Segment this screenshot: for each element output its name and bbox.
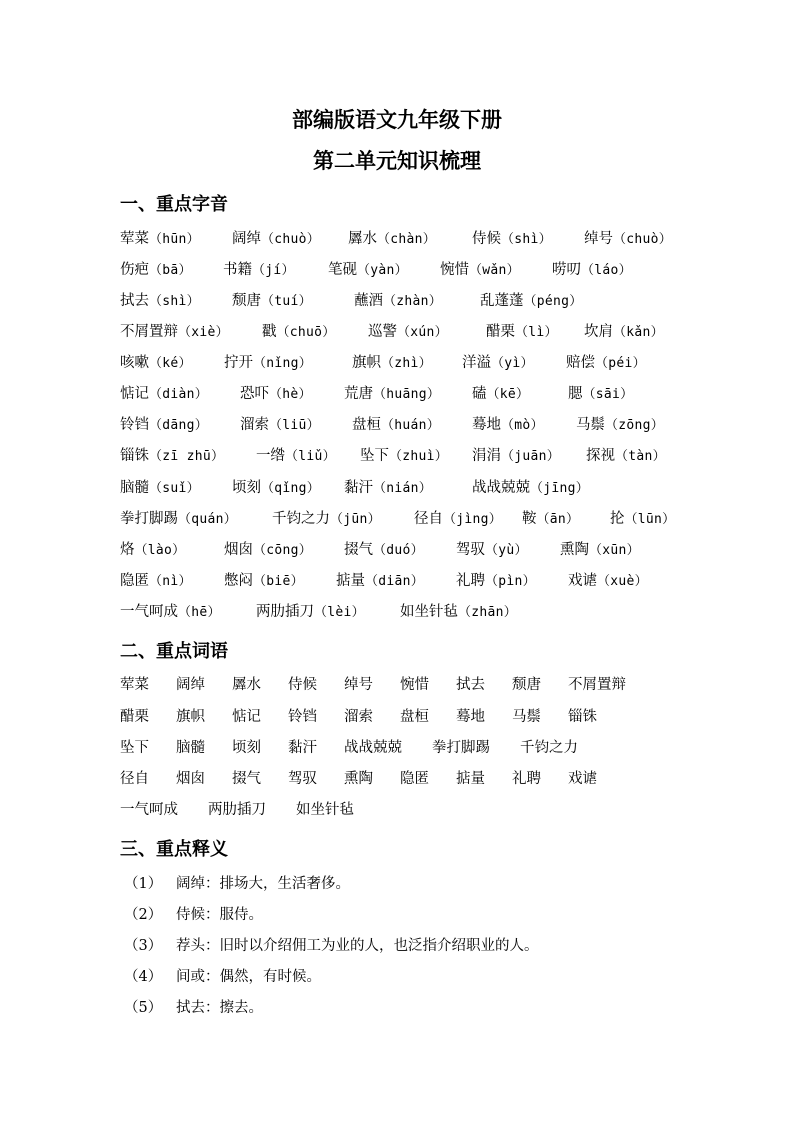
definition-text: 间或：偶然，有时候。 bbox=[176, 969, 321, 985]
word-text: 如坐针毡 bbox=[400, 604, 458, 620]
pronunciation-item bbox=[610, 507, 675, 528]
pronunciation-item bbox=[256, 600, 365, 621]
word-text: 戏谑 bbox=[568, 573, 597, 589]
vocabulary-word: 戏谑 bbox=[568, 771, 597, 787]
pinyin-text: （yì） bbox=[491, 356, 534, 371]
definition-number: （1） bbox=[124, 876, 163, 892]
word-text: 烟囱 bbox=[224, 542, 253, 558]
pronunciation-row bbox=[120, 382, 760, 404]
word-text: 拭去 bbox=[120, 293, 149, 309]
definition-item bbox=[124, 903, 263, 924]
vocabulary-word: 盘桓 bbox=[400, 709, 429, 725]
document-title: 部编版语文九年级下册 bbox=[292, 107, 502, 132]
pinyin-text: （zhì） bbox=[381, 356, 432, 371]
vocabulary-word: 铃铛 bbox=[288, 709, 317, 725]
pronunciation-item bbox=[462, 351, 534, 372]
pinyin-text: （chuò） bbox=[613, 232, 673, 247]
pronunciation-item bbox=[120, 444, 224, 465]
pinyin-text: （zī zhū） bbox=[149, 449, 225, 464]
word-text: 拳打脚踢 bbox=[120, 511, 178, 527]
word-text: 绰号 bbox=[584, 231, 613, 247]
section-heading-definitions: 三、重点释义 bbox=[120, 839, 228, 860]
pinyin-text: （ké） bbox=[149, 356, 192, 371]
pronunciation-item bbox=[120, 351, 192, 372]
vocabulary-row bbox=[120, 767, 760, 789]
word-text: 荤菜 bbox=[120, 231, 149, 247]
pinyin-text: （lào） bbox=[134, 543, 186, 558]
word-text: 拧开 bbox=[224, 355, 253, 371]
pinyin-text: （yàn） bbox=[357, 263, 408, 278]
vocabulary-word: 掂量 bbox=[456, 771, 485, 787]
pinyin-text: （xuè） bbox=[597, 574, 648, 589]
pinyin-text: （pìn） bbox=[485, 574, 536, 589]
word-text: 径自 bbox=[414, 511, 443, 527]
vocabulary-word: 坠下 bbox=[120, 740, 149, 756]
word-text: 伤疤 bbox=[120, 262, 149, 278]
pinyin-text: （liū） bbox=[269, 418, 320, 433]
word-text: 黏汗 bbox=[344, 480, 373, 496]
word-text: 巡警 bbox=[368, 324, 397, 340]
pinyin-text: （hūn） bbox=[149, 232, 200, 247]
pronunciation-item bbox=[262, 320, 336, 341]
pinyin-text: （mò） bbox=[501, 418, 544, 433]
pronunciation-row bbox=[120, 227, 760, 249]
pinyin-text: （sāi） bbox=[582, 387, 634, 402]
section-heading-pronunciation: 一、重点字音 bbox=[120, 194, 228, 215]
vocabulary-word: 战战兢兢 bbox=[344, 740, 402, 756]
pinyin-text: （lūn） bbox=[624, 512, 676, 527]
vocabulary-row bbox=[120, 798, 760, 820]
pronunciation-item bbox=[232, 289, 312, 310]
pinyin-text: （huāng） bbox=[373, 387, 441, 402]
pronunciation-item bbox=[344, 538, 424, 559]
pinyin-text: （biē） bbox=[253, 574, 304, 589]
pinyin-text: （nǐng） bbox=[253, 356, 313, 371]
definition-item bbox=[124, 872, 350, 893]
pronunciation-item bbox=[344, 476, 432, 497]
word-text: 烙 bbox=[120, 542, 135, 558]
pronunciation-row bbox=[120, 413, 760, 435]
pinyin-text: （zhuì） bbox=[389, 449, 449, 464]
pronunciation-row bbox=[120, 538, 760, 560]
pronunciation-item bbox=[120, 569, 192, 590]
vocabulary-word: 千钧之力 bbox=[520, 740, 578, 756]
pronunciation-item bbox=[120, 538, 185, 559]
vocabulary-word: 羼水 bbox=[232, 677, 261, 693]
vocabulary-word: 蓦地 bbox=[456, 709, 485, 725]
pronunciation-item bbox=[120, 507, 237, 528]
word-text: 熏陶 bbox=[560, 542, 589, 558]
pinyin-text: （jīng） bbox=[530, 481, 590, 496]
vocabulary-word: 礼聘 bbox=[512, 771, 541, 787]
pronunciation-item bbox=[336, 569, 424, 590]
pinyin-text: （xiè） bbox=[178, 325, 229, 340]
pronunciation-item bbox=[223, 258, 295, 279]
pinyin-text: （liǔ） bbox=[285, 449, 336, 464]
word-text: 阔绰 bbox=[232, 231, 261, 247]
pronunciation-item bbox=[256, 444, 336, 465]
pronunciation-item bbox=[456, 538, 528, 559]
definition-text: 荐头：旧时以介绍佣工为业的人，也泛指介绍职业的人。 bbox=[176, 938, 539, 954]
word-text: 隐匿 bbox=[120, 573, 149, 589]
pinyin-text: （zhàn） bbox=[383, 294, 443, 309]
vocabulary-word: 绰号 bbox=[344, 677, 373, 693]
pinyin-text: （chàn） bbox=[377, 232, 437, 247]
vocabulary-word: 不屑置辩 bbox=[568, 677, 626, 693]
word-text: 乱蓬蓬 bbox=[480, 293, 524, 309]
pronunciation-item bbox=[328, 258, 408, 279]
definition-text: 阔绰：排场大，生活奢侈。 bbox=[176, 876, 350, 892]
word-text: 洋溢 bbox=[462, 355, 491, 371]
pronunciation-item bbox=[368, 320, 448, 341]
word-text: 蘸酒 bbox=[354, 293, 383, 309]
vocabulary-word: 侍候 bbox=[288, 677, 317, 693]
definition-item bbox=[124, 934, 539, 955]
definition-text: 拭去：擦去。 bbox=[176, 1000, 263, 1016]
word-text: 铃铛 bbox=[120, 417, 149, 433]
pronunciation-item bbox=[472, 227, 552, 248]
pronunciation-item bbox=[348, 227, 436, 248]
word-text: 坎肩 bbox=[584, 324, 613, 340]
word-text: 盘桓 bbox=[352, 417, 381, 433]
section-heading-vocabulary: 二、重点词语 bbox=[120, 641, 228, 662]
pinyin-text: （huán） bbox=[381, 418, 441, 433]
pronunciation-item bbox=[352, 413, 440, 434]
pinyin-text: （kǎn） bbox=[613, 325, 664, 340]
word-text: 一绺 bbox=[256, 448, 285, 464]
pinyin-text: （kē） bbox=[486, 387, 530, 402]
pronunciation-item bbox=[352, 351, 432, 372]
word-text: 探视 bbox=[586, 448, 615, 464]
word-text: 唠叨 bbox=[552, 262, 581, 278]
pronunciation-item bbox=[120, 227, 200, 248]
pinyin-text: （jìng） bbox=[443, 512, 503, 527]
vocabulary-row bbox=[120, 673, 760, 695]
pinyin-text: （jūn） bbox=[330, 512, 381, 527]
pronunciation-item bbox=[472, 444, 560, 465]
pinyin-text: （nì） bbox=[149, 574, 192, 589]
pronunciation-item bbox=[240, 382, 312, 403]
pronunciation-item bbox=[120, 320, 229, 341]
pronunciation-item bbox=[232, 227, 320, 248]
vocabulary-word: 醋栗 bbox=[120, 709, 149, 725]
vocabulary-word: 熏陶 bbox=[344, 771, 373, 787]
pronunciation-row bbox=[120, 507, 760, 529]
pronunciation-row bbox=[120, 569, 760, 591]
pinyin-text: （tuí） bbox=[261, 294, 312, 309]
pinyin-text: （suǐ） bbox=[149, 481, 200, 496]
word-text: 磕 bbox=[472, 386, 487, 402]
pronunciation-item bbox=[224, 538, 312, 559]
pinyin-text: （chuō） bbox=[276, 325, 336, 340]
pronunciation-item bbox=[120, 476, 200, 497]
vocabulary-word: 马鬃 bbox=[512, 709, 541, 725]
word-text: 两肋插刀 bbox=[256, 604, 314, 620]
document-subtitle: 第二单元知识梳理 bbox=[313, 148, 481, 173]
vocabulary-word: 惋惜 bbox=[400, 677, 429, 693]
word-text: 咳嗽 bbox=[120, 355, 149, 371]
pinyin-text: （hē） bbox=[178, 605, 221, 620]
word-text: 顷刻 bbox=[232, 480, 261, 496]
pinyin-text: （dāng） bbox=[149, 418, 209, 433]
pronunciation-item bbox=[552, 258, 632, 279]
vocabulary-word: 脑髓 bbox=[176, 740, 205, 756]
pinyin-text: （wǎn） bbox=[469, 263, 520, 278]
pronunciation-item bbox=[360, 444, 448, 465]
word-text: 鞍 bbox=[522, 511, 537, 527]
vocabulary-word: 烟囱 bbox=[176, 771, 205, 787]
definition-item bbox=[124, 996, 263, 1017]
pronunciation-item bbox=[560, 538, 640, 559]
pronunciation-item bbox=[224, 569, 304, 590]
vocabulary-word: 旗帜 bbox=[176, 709, 205, 725]
pinyin-text: （xún） bbox=[397, 325, 448, 340]
pronunciation-item bbox=[480, 289, 583, 310]
pronunciation-item bbox=[120, 258, 192, 279]
pronunciation-item bbox=[120, 289, 200, 310]
vocabulary-word: 掇气 bbox=[232, 771, 261, 787]
vocabulary-word: 拭去 bbox=[456, 677, 485, 693]
pronunciation-item bbox=[456, 569, 536, 590]
word-text: 颓唐 bbox=[232, 293, 261, 309]
pinyin-text: （xūn） bbox=[589, 543, 640, 558]
word-text: 笔砚 bbox=[328, 262, 357, 278]
word-text: 赔偿 bbox=[566, 355, 595, 371]
vocabulary-word: 拳打脚踢 bbox=[432, 740, 490, 756]
vocabulary-word: 径自 bbox=[120, 771, 149, 787]
word-text: 一气呵成 bbox=[120, 604, 178, 620]
pinyin-text: （bā） bbox=[149, 263, 192, 278]
pronunciation-item bbox=[472, 476, 589, 497]
pinyin-text: （ān） bbox=[536, 512, 580, 527]
vocabulary-word: 黏汗 bbox=[288, 740, 317, 756]
pronunciation-item bbox=[232, 476, 320, 497]
word-text: 侍候 bbox=[472, 231, 501, 247]
word-text: 千钧之力 bbox=[272, 511, 330, 527]
pronunciation-row bbox=[120, 289, 760, 311]
pronunciation-row bbox=[120, 320, 760, 342]
pinyin-text: （lì） bbox=[515, 325, 558, 340]
pronunciation-item bbox=[472, 382, 529, 403]
pronunciation-row bbox=[120, 258, 760, 280]
word-text: 戳 bbox=[262, 324, 277, 340]
pinyin-text: （jí） bbox=[252, 263, 295, 278]
pinyin-text: （péng） bbox=[523, 294, 583, 309]
vocabulary-row bbox=[120, 705, 760, 727]
vocabulary-word: 惦记 bbox=[232, 709, 261, 725]
pronunciation-row bbox=[120, 600, 760, 622]
pronunciation-item bbox=[486, 320, 558, 341]
vocabulary-word: 溜索 bbox=[344, 709, 373, 725]
word-text: 驾驭 bbox=[456, 542, 485, 558]
pronunciation-item bbox=[120, 413, 208, 434]
definition-number: （5） bbox=[124, 1000, 163, 1016]
word-text: 马鬃 bbox=[576, 417, 605, 433]
pronunciation-row bbox=[120, 444, 760, 466]
pronunciation-row bbox=[120, 476, 760, 498]
pronunciation-item bbox=[272, 507, 381, 528]
vocabulary-word: 隐匿 bbox=[400, 771, 429, 787]
vocabulary-word: 一气呵成 bbox=[120, 802, 178, 818]
word-text: 荒唐 bbox=[344, 386, 373, 402]
pinyin-text: （duó） bbox=[373, 543, 424, 558]
pronunciation-item bbox=[576, 413, 664, 434]
pronunciation-item bbox=[120, 600, 221, 621]
pinyin-text: （hè） bbox=[269, 387, 312, 402]
word-text: 抡 bbox=[610, 511, 625, 527]
word-text: 溜索 bbox=[240, 417, 269, 433]
word-text: 醋栗 bbox=[486, 324, 515, 340]
word-text: 蓦地 bbox=[472, 417, 501, 433]
word-text: 憋闷 bbox=[224, 573, 253, 589]
pronunciation-item bbox=[400, 600, 517, 621]
pronunciation-item bbox=[584, 227, 672, 248]
pinyin-text: （diān） bbox=[365, 574, 425, 589]
word-text: 脑髓 bbox=[120, 480, 149, 496]
word-text: 惦记 bbox=[120, 386, 149, 402]
word-text: 掂量 bbox=[336, 573, 365, 589]
pinyin-text: （chuò） bbox=[261, 232, 321, 247]
pinyin-text: （shì） bbox=[501, 232, 552, 247]
word-text: 恐吓 bbox=[240, 386, 269, 402]
pronunciation-item bbox=[568, 569, 648, 590]
vocabulary-word: 顷刻 bbox=[232, 740, 261, 756]
vocabulary-word: 锱铢 bbox=[568, 709, 597, 725]
pronunciation-item bbox=[522, 507, 579, 528]
vocabulary-word: 如坐针毡 bbox=[296, 802, 354, 818]
pinyin-text: （lèi） bbox=[314, 605, 365, 620]
pinyin-text: （zhān） bbox=[458, 605, 518, 620]
pinyin-text: （láo） bbox=[581, 263, 632, 278]
pinyin-text: （tàn） bbox=[615, 449, 666, 464]
pronunciation-item bbox=[440, 258, 520, 279]
pronunciation-item bbox=[354, 289, 442, 310]
pronunciation-item bbox=[566, 351, 646, 372]
pinyin-text: （juān） bbox=[501, 449, 561, 464]
pinyin-text: （yù） bbox=[485, 543, 528, 558]
word-text: 涓涓 bbox=[472, 448, 501, 464]
word-text: 书籍 bbox=[223, 262, 252, 278]
definition-item bbox=[124, 965, 321, 986]
word-text: 坠下 bbox=[360, 448, 389, 464]
pronunciation-item bbox=[584, 320, 664, 341]
pronunciation-item bbox=[224, 351, 312, 372]
word-text: 掇气 bbox=[344, 542, 373, 558]
pinyin-text: （cōng） bbox=[253, 543, 313, 558]
pinyin-text: （péi） bbox=[595, 356, 646, 371]
pronunciation-item bbox=[344, 382, 440, 403]
pinyin-text: （nián） bbox=[373, 481, 433, 496]
pinyin-text: （qǐng） bbox=[261, 481, 321, 496]
vocabulary-word: 荤菜 bbox=[120, 677, 149, 693]
vocabulary-word: 颓唐 bbox=[512, 677, 541, 693]
pinyin-text: （zōng） bbox=[605, 418, 665, 433]
word-text: 不屑置辩 bbox=[120, 324, 178, 340]
definition-number: （4） bbox=[124, 969, 163, 985]
definition-number: （3） bbox=[124, 938, 163, 954]
pinyin-text: （diàn） bbox=[149, 387, 209, 402]
definition-text: 侍候：服侍。 bbox=[176, 907, 263, 923]
pinyin-text: （shì） bbox=[149, 294, 200, 309]
pronunciation-item bbox=[586, 444, 666, 465]
word-text: 战战兢兢 bbox=[472, 480, 530, 496]
vocabulary-word: 阔绰 bbox=[176, 677, 205, 693]
word-text: 惋惜 bbox=[440, 262, 469, 278]
word-text: 旗帜 bbox=[352, 355, 381, 371]
definition-number: （2） bbox=[124, 907, 163, 923]
pronunciation-item bbox=[120, 382, 208, 403]
word-text: 腮 bbox=[568, 386, 583, 402]
pronunciation-item bbox=[472, 413, 544, 434]
pronunciation-item bbox=[568, 382, 633, 403]
pronunciation-row bbox=[120, 351, 760, 373]
word-text: 礼聘 bbox=[456, 573, 485, 589]
word-text: 锱铢 bbox=[120, 448, 149, 464]
pronunciation-item bbox=[414, 507, 502, 528]
pinyin-text: （quán） bbox=[178, 512, 238, 527]
word-text: 羼水 bbox=[348, 231, 377, 247]
vocabulary-word: 两肋插刀 bbox=[208, 802, 266, 818]
vocabulary-word: 驾驭 bbox=[288, 771, 317, 787]
vocabulary-row bbox=[120, 736, 760, 758]
pronunciation-item bbox=[240, 413, 320, 434]
